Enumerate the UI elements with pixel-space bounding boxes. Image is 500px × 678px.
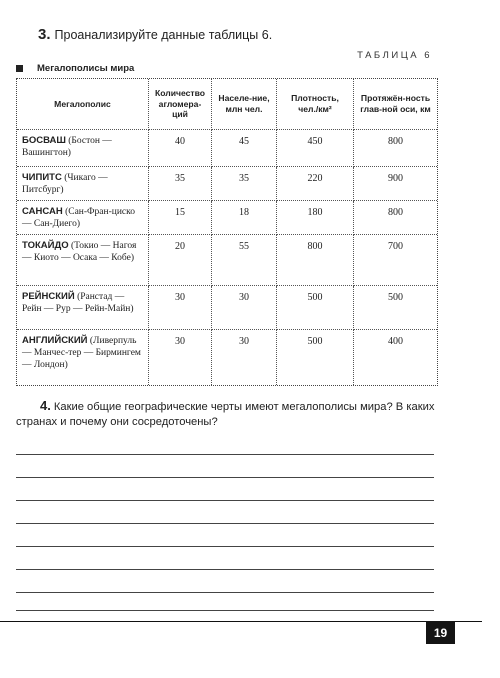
table-cell: 20: [149, 235, 212, 286]
megalopolis-name: АНГЛИЙСКИЙ: [22, 335, 88, 346]
answer-line[interactable]: [16, 454, 434, 455]
megalopolis-name: ЧИПИТС: [22, 172, 62, 183]
table-cell: 700: [354, 235, 437, 286]
table-cell: 45: [212, 130, 277, 167]
table-cell: 15: [149, 201, 212, 235]
table-caption: [16, 63, 134, 74]
task-4-number: 4.: [40, 398, 51, 413]
megalopolis-name: РЕЙНСКИЙ: [22, 291, 75, 302]
table-tag: ТАБЛИЦА 6: [357, 50, 432, 61]
table-cell: 400: [388, 336, 403, 347]
table-cell: 900: [354, 167, 437, 201]
table-cell: 30: [212, 286, 277, 330]
table-cell: 180: [277, 201, 354, 235]
answer-line[interactable]: [16, 546, 434, 547]
task-3-number: 3.: [38, 26, 51, 43]
megalopolis-name-cell: [17, 330, 149, 385]
table-caption-text: Мегалополисы мира: [37, 63, 135, 74]
megalopolis-name-cell: [17, 286, 149, 330]
header-cell: Населе-ние, млн чел.: [212, 79, 277, 130]
answer-line[interactable]: [16, 500, 434, 501]
table-cell: 18: [212, 201, 277, 235]
megalopolis-name-cell: [17, 201, 149, 235]
table-cell: 800: [354, 130, 437, 167]
table-cell: 30: [149, 330, 212, 385]
answer-line[interactable]: [16, 610, 434, 611]
header-cell: Количество агломера-ций: [149, 79, 212, 130]
answer-line[interactable]: [16, 523, 434, 524]
table-cell: 500: [354, 286, 437, 330]
table-cell: 800: [277, 235, 354, 286]
table-cell: 450: [277, 130, 354, 167]
megalopolis-detail: (Ливерпуль — Манчес-тер — Бирмингем — Лондон): [22, 336, 141, 371]
megalopolis-name: БОСВАШ: [22, 135, 66, 146]
answer-line[interactable]: [16, 477, 434, 478]
table-cell: 220: [277, 167, 354, 201]
table-cell: 30: [149, 286, 212, 330]
header-cell: Плотность, чел./км²: [277, 79, 354, 130]
header-cell: Мегалополис: [17, 79, 149, 130]
megalopolis-detail: (Чикаго — Питсбург): [22, 173, 108, 196]
table-cell: 35: [212, 167, 277, 201]
task-3-text: Проанализируйте данные таблицы 6.: [54, 28, 273, 42]
table-cell: 800: [354, 201, 437, 235]
table-cell: 30: [212, 330, 277, 385]
table-cell: 500: [277, 286, 354, 330]
table-cell: 55: [212, 235, 277, 286]
megalopolis-name-cell: [17, 130, 149, 167]
task-4: [16, 398, 436, 429]
megalopolis-name: САНСАН: [22, 206, 63, 217]
megalopolis-name-cell: [17, 167, 149, 201]
square-bullet-icon: [16, 65, 23, 72]
task-4-text: Какие общие географические черты имеют мегалополисы мира? В каких странах и почему они сосредоточены?: [16, 401, 435, 428]
table-cell: 40: [149, 130, 212, 167]
answer-line[interactable]: [16, 592, 434, 593]
megalopolis-name: ТОКАЙДО: [22, 240, 69, 251]
table-cell: 35: [149, 167, 212, 201]
megalopolis-detail: (Ранстад — Рейн — Рур — Рейн-Майн): [22, 292, 134, 315]
table-cell: 500: [277, 330, 354, 385]
megalopolis-table: [16, 78, 438, 386]
header-cell: Протяжён-ность глав-ной оси, км: [354, 79, 437, 130]
footer-rule: [0, 621, 482, 622]
megalopolis-detail: (Сан-Фран-циско — Сан-Диего): [22, 207, 136, 230]
answer-line[interactable]: [16, 569, 434, 570]
megalopolis-detail: (Токио — Нагоя — Киото — Осака — Кобе): [22, 241, 137, 264]
task-3: [38, 26, 272, 43]
page-number: 19: [426, 621, 455, 644]
megalopolis-detail: (Бостон — Вашингтон): [22, 136, 112, 159]
megalopolis-name-cell: [17, 235, 149, 286]
